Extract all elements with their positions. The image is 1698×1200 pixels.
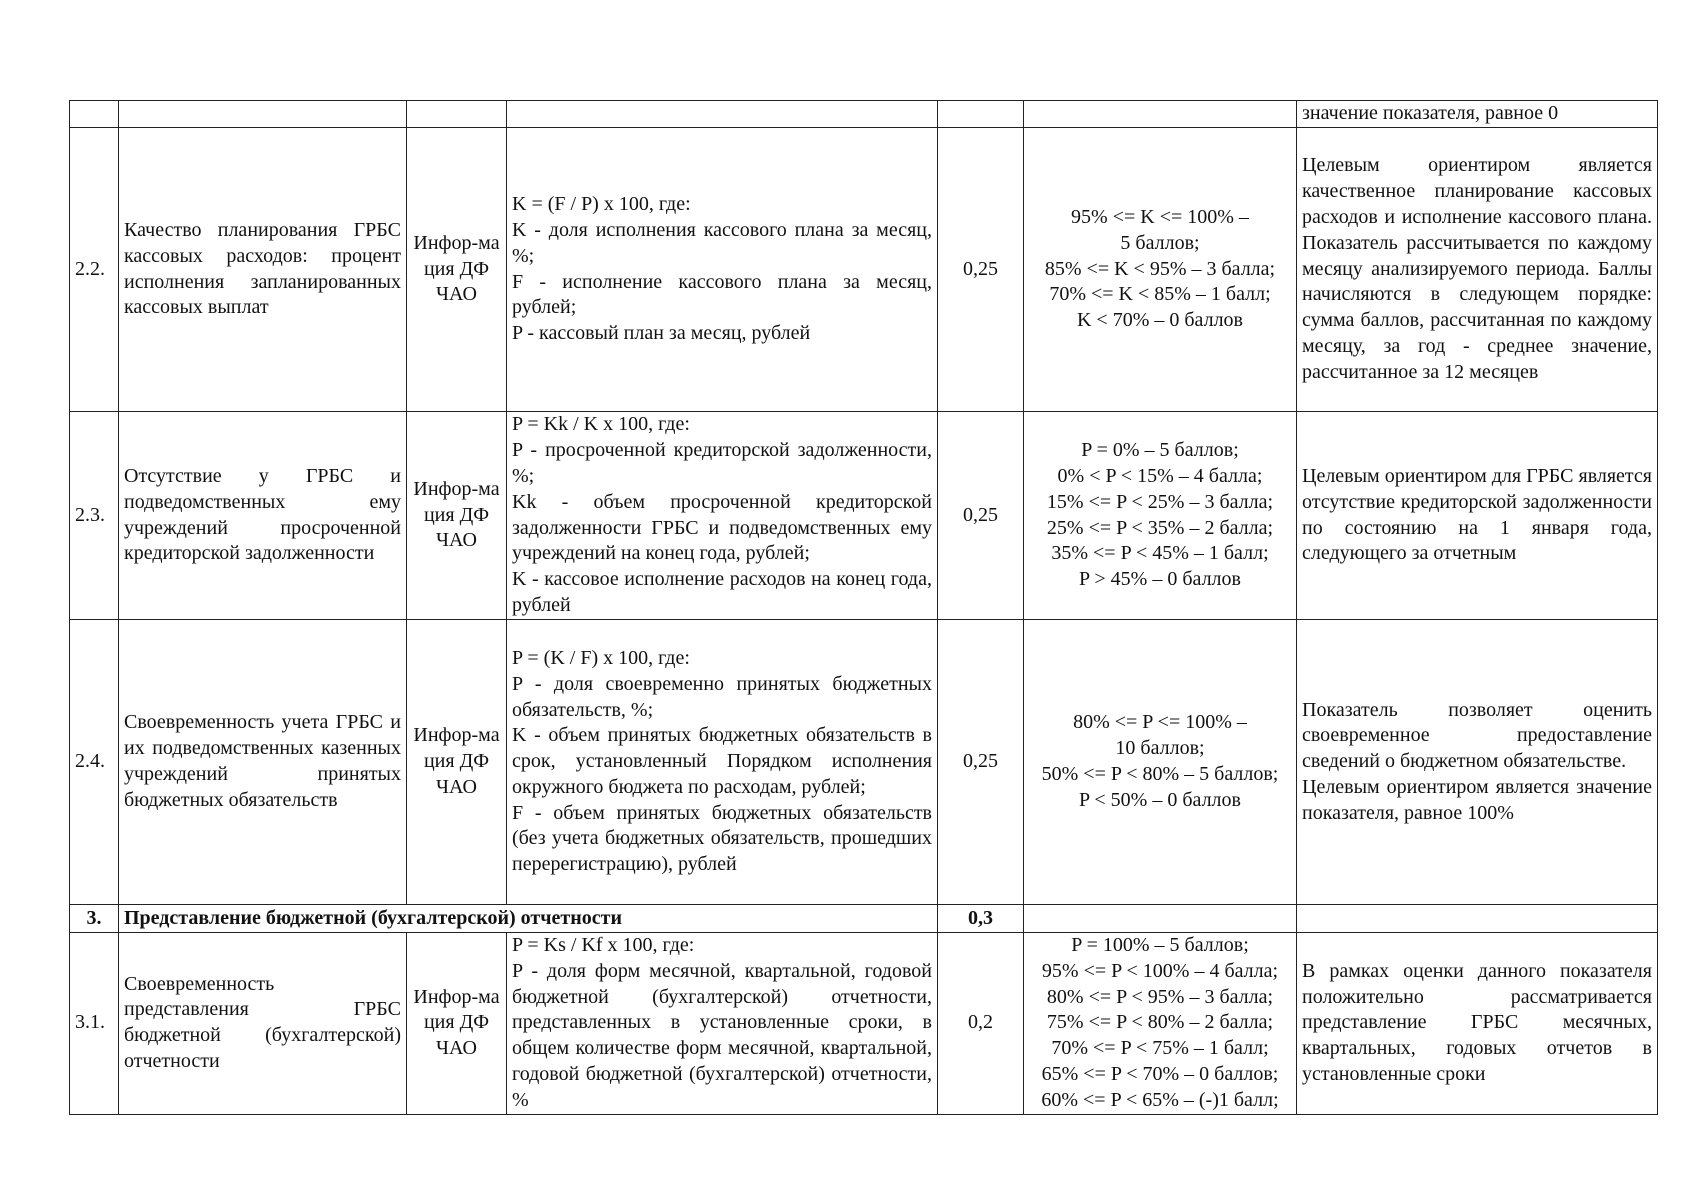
cell-num <box>70 101 119 128</box>
cell-formula <box>507 101 938 128</box>
table-row-section-3 <box>70 905 1658 933</box>
criteria-line: P > 45% – 0 баллов <box>1079 568 1241 591</box>
indicator-name: Качество планирования ГРБС кассовых расходов: процент исполнения запланированных кассовых выплат <box>119 128 407 412</box>
section-title: Представление бюджетной (бухгалтерской) отчетности <box>119 905 938 933</box>
criteria-line: 65% <= P < 70% – 0 баллов; <box>1041 1062 1279 1085</box>
criteria-line: 0% < P < 15% – 4 балла; <box>1057 464 1263 487</box>
criteria-line: 85% <= K < 95% – 3 балла; <box>1044 257 1276 280</box>
cell-source <box>407 101 507 128</box>
row-number: 2.3. <box>70 412 119 620</box>
score-criteria <box>1024 412 1297 620</box>
note: В рамках оценки данного показателя положительно рассматривается представление ГРБС месячных, квартальных, годовых отчетов в установленные сроки <box>1297 933 1658 1115</box>
criteria-line: P = 0% – 5 баллов; <box>1081 439 1239 462</box>
criteria-line: 35% <= P < 45% – 1 балл; <box>1051 542 1269 565</box>
formula <box>507 620 938 905</box>
formula <box>507 933 938 1115</box>
criteria-line: 50% <= P < 80% – 5 баллов; <box>1041 763 1279 785</box>
cell-empty <box>1024 905 1297 933</box>
criteria-line: 5 баллов; <box>1120 231 1200 254</box>
formula-line: P = (K / F) x 100, где: <box>512 646 690 669</box>
criteria-line: 95% <= K <= 100% – <box>1071 206 1249 228</box>
formula <box>507 412 938 620</box>
section-weight: 0,3 <box>938 905 1024 933</box>
criteria-line: P < 50% – 0 баллов <box>1079 788 1241 811</box>
weight: 0,2 <box>938 933 1024 1115</box>
table-row-2-3 <box>70 412 1658 620</box>
indicator-name: Своевременность представления ГРБС бюджетной (бухгалтерской) отчетности <box>119 933 407 1115</box>
criteria-line: 70% <= K < 85% – 1 балл; <box>1049 283 1271 306</box>
cell-criteria <box>1024 101 1297 128</box>
criteria-line: P = 100% – 5 баллов; <box>1071 934 1249 956</box>
row-number: 2.4. <box>70 620 119 905</box>
criteria-line: 15% <= P < 25% – 3 балла; <box>1046 490 1274 513</box>
cell-empty <box>1297 905 1658 933</box>
formula-line: P = Ks / Kf x 100, где: <box>512 934 695 956</box>
formula-line: F - исполнение кассового плана за месяц, рублей; <box>512 270 932 319</box>
indicator-name: Своевременность учета ГРБС и их подведомственных казенных учреждений принятых бюджетных обязательств <box>119 620 407 905</box>
weight: 0,25 <box>938 620 1024 905</box>
cell-note: значение показателя, равное 0 <box>1297 101 1658 128</box>
table-row-2-2 <box>70 128 1658 412</box>
formula-line: K = (F / P) x 100, где: <box>512 193 691 216</box>
note: Целевым ориентиром для ГРБС является отсутствие кредиторской задолженности по состоянию на 1 января года, следующего за отчетным <box>1297 412 1658 620</box>
section-number: 3. <box>70 905 119 933</box>
score-criteria <box>1024 620 1297 905</box>
criteria-line: 10 баллов; <box>1115 737 1205 760</box>
formula-line: P - доля своевременно принятых бюджетных обязательств, %; <box>512 672 932 721</box>
score-criteria <box>1024 128 1297 412</box>
formula-line: K - кассовое исполнение расходов на конец года, рублей <box>512 568 932 616</box>
weight: 0,25 <box>938 412 1024 620</box>
formula-line: F - объем принятых бюджетных обязательств (без учета бюджетных обязательств, прошедших перерегистрацию), рублей <box>512 801 932 876</box>
formula-line: P = Kk / K x 100, где: <box>512 413 690 436</box>
criteria-line: 70% <= P < 75% – 1 балл; <box>1051 1037 1269 1060</box>
cell-name <box>119 101 407 128</box>
criteria-line: 80% <= P <= 100% – <box>1073 711 1247 734</box>
table-row-2-4 <box>70 620 1658 905</box>
data-source: Инфор-ма ция ДФ ЧАО <box>407 128 507 412</box>
data-source: Инфор-ма ция ДФ ЧАО <box>407 620 507 905</box>
formula-line: P - кассовый план за месяц, рублей <box>512 322 811 345</box>
formula-line: K - объем принятых бюджетных обязательств в срок, установленный Порядком исполнения окружного бюджета по расходам, рублей; <box>512 724 932 798</box>
formula-line: Kk - объем просроченной кредиторской задолженности ГРБС и подведомственных ему учреждений на конец года, рублей; <box>512 490 932 565</box>
indicator-name: Отсутствие у ГРБС и подведомственных ему учреждений просроченной кредиторской задолженности <box>119 412 407 620</box>
table-row-3-1 <box>70 933 1658 1115</box>
note-line: Целевым ориентиром является значение показателя, равное 100% <box>1302 775 1652 824</box>
criteria-line: K < 70% – 0 баллов <box>1076 309 1243 332</box>
row-number: 3.1. <box>70 933 119 1115</box>
formula-line: P - доля форм месячной, квартальной, годовой бюджетной (бухгалтерской) отчетности, представленных в установленные сроки, в общем количестве форм месячной, квартальной, годовой бюджетной (бухгалтерской) отчетности, % <box>512 959 932 1111</box>
formula-line: K - доля исполнения кассового плана за месяц, %; <box>512 218 932 267</box>
note-line: Показатель позволяет оценить своевременное предоставление сведений о бюджетном обязательстве. <box>1302 698 1652 773</box>
cell-weight <box>938 101 1024 128</box>
criteria-line: 60% <= P < 65% – (-)1 балл; <box>1041 1088 1279 1111</box>
data-source: Инфор-ма ция ДФ ЧАО <box>407 412 507 620</box>
criteria-line: 95% <= P < 100% – 4 балла; <box>1041 959 1279 982</box>
criteria-line: 25% <= P < 35% – 2 балла; <box>1046 516 1274 539</box>
row-number: 2.2. <box>70 128 119 412</box>
criteria-line: 75% <= P < 80% – 2 балла; <box>1046 1011 1274 1034</box>
score-criteria <box>1024 933 1297 1115</box>
formula <box>507 128 938 412</box>
table-row-continuation <box>70 101 1658 128</box>
note: Целевым ориентиром является качественное планирование кассовых расходов и исполнение кассового плана. Показатель рассчитывается по каждому месяцу анализируемого периода. Баллы начисляются в следующем порядке: сумма баллов, рассчитанная по каждому месяцу, за год - среднее значение, рассчитанное за 12 месяцев <box>1297 128 1658 412</box>
note <box>1297 620 1658 905</box>
criteria-line: 80% <= P < 95% – 3 балла; <box>1046 985 1274 1008</box>
formula-line: P - просроченной кредиторской задолженности, %; <box>512 439 932 487</box>
data-source: Инфор-ма ция ДФ ЧАО <box>407 933 507 1115</box>
indicator-table <box>69 100 1658 1115</box>
weight: 0,25 <box>938 128 1024 412</box>
